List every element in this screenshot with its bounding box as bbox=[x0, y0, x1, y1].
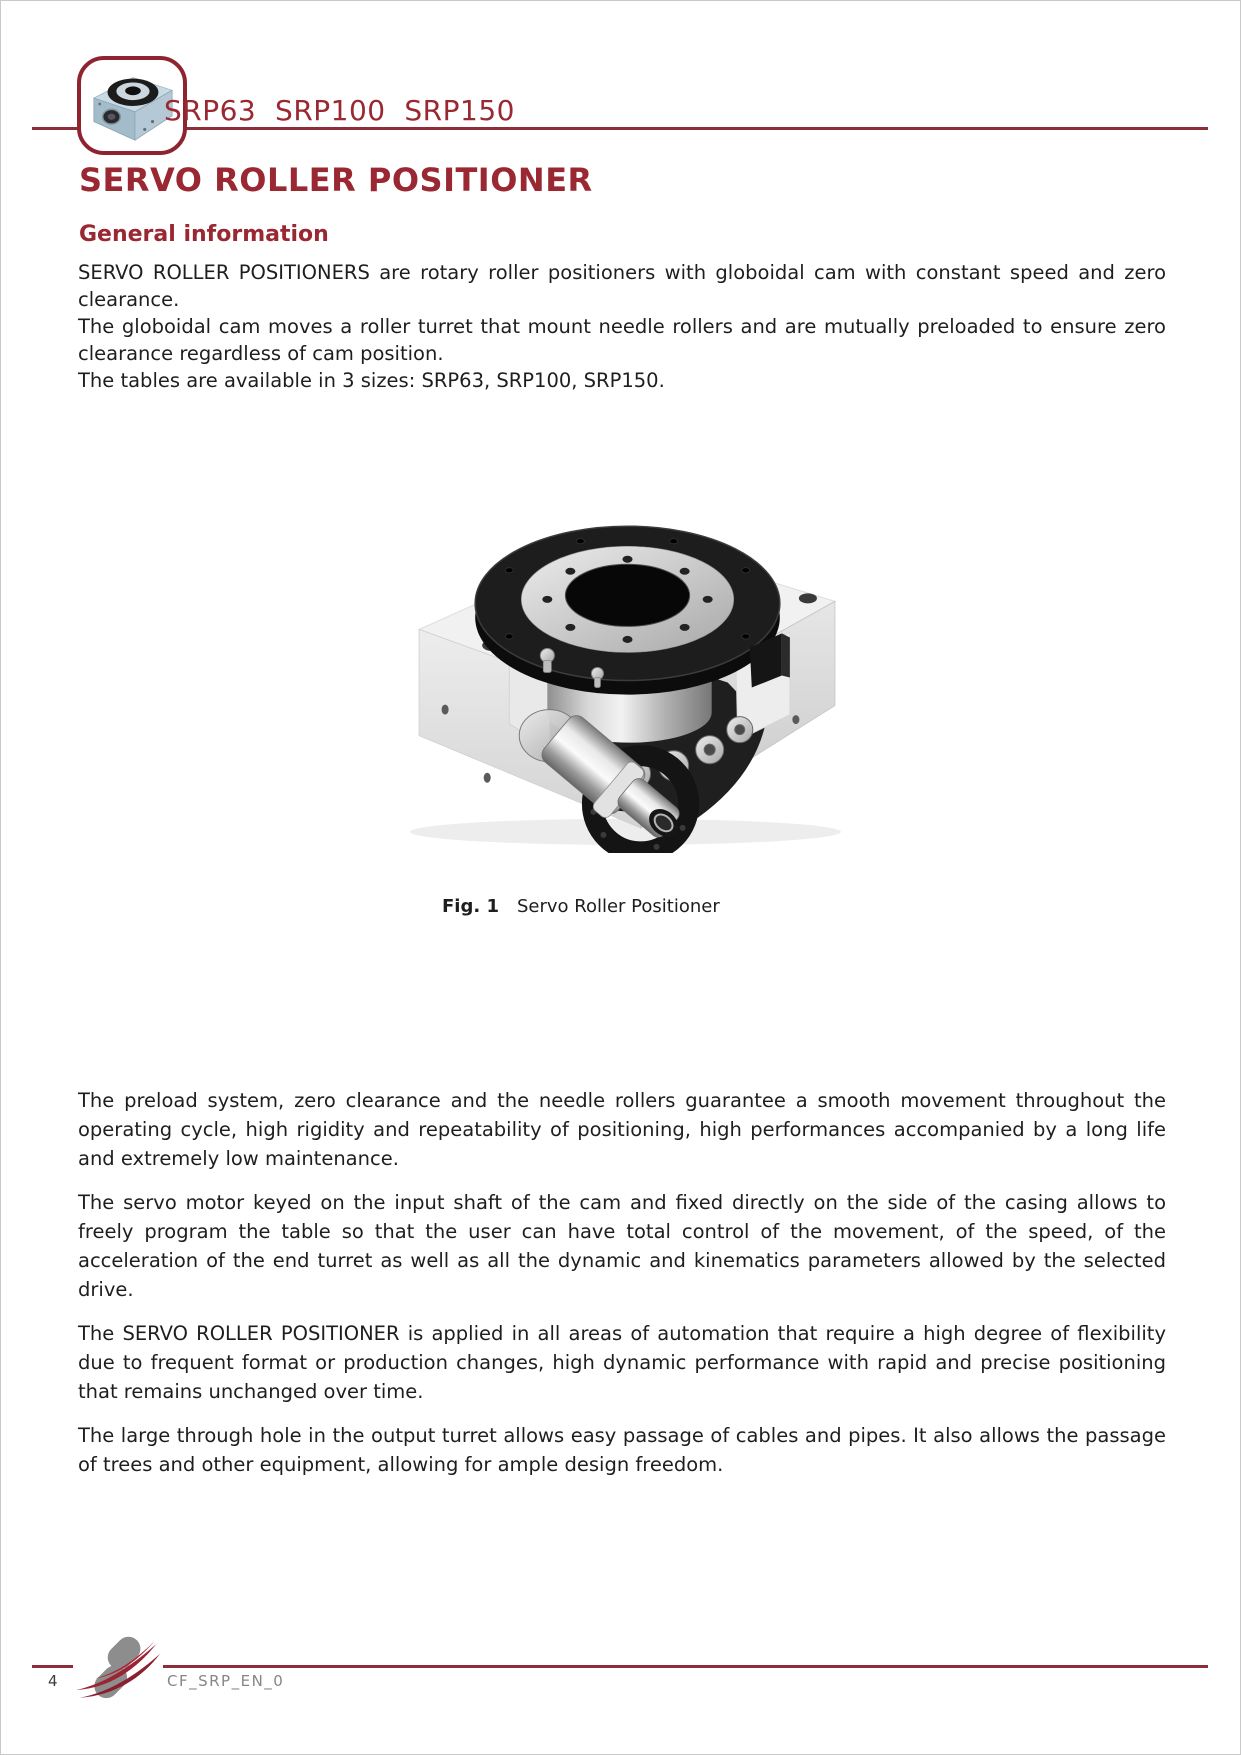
body-paragraph-1: The preload system, zero clearance and the needle rollers guarantee a smooth movement throughout the operating cycle, high rigidity and repeatability of positioning, high performances accompanied by a long life and extremely low maintenance. bbox=[78, 1089, 1166, 1170]
company-logo bbox=[73, 1631, 163, 1707]
figure-caption-text: Servo Roller Positioner bbox=[516, 896, 720, 917]
company-logo-svg bbox=[74, 1633, 162, 1705]
servo-positioner-thumbnail-svg bbox=[88, 64, 176, 144]
figure-label: Fig. 1 bbox=[442, 896, 499, 917]
page-number: 4 bbox=[48, 1672, 58, 1690]
figure-caption bbox=[442, 896, 720, 917]
body-paragraph-4: The large through hole in the output turret allows easy passage of cables and pipes. It also allows the passage of trees and other equipment, allowing for ample design freedom. bbox=[78, 1424, 1166, 1476]
header-rule bbox=[32, 127, 1208, 130]
body-paragraph-2: The servo motor keyed on the input shaft of the cam and fixed directly on the side of the casing allows to freely program the table so that the user can have total control of the movement, of the speed, of the acceleration of the end turret as well as all the dynamic and kinematics parameters allowed by the selected drive. bbox=[78, 1191, 1166, 1301]
servo-roller-positioner-cutaway-render bbox=[397, 477, 853, 853]
body-paragraph-3: The SERVO ROLLER POSITIONER is applied in all areas of automation that require a high degree of flexibility due to frequent format or production changes, high dynamic performance with rapid and precise positioning that remains unchanged over time. bbox=[78, 1322, 1166, 1403]
product-render-svg bbox=[397, 477, 853, 853]
page-title: SERVO ROLLER POSITIONER bbox=[79, 161, 593, 199]
servo-positioner-thumbnail-icon bbox=[88, 64, 176, 148]
header-model-names: SRP63 SRP100 SRP150 bbox=[164, 94, 515, 127]
intro-text-block bbox=[78, 259, 1166, 394]
section-heading: General information bbox=[79, 222, 329, 247]
footer-rule bbox=[32, 1665, 1208, 1668]
intro-paragraph-3: The tables are available in 3 sizes: SRP63, SRP100, SRP150. bbox=[78, 369, 665, 392]
intro-paragraph-2: The globoidal cam moves a roller turret that mount needle rollers and are mutually preloaded to ensure zero clearance regardless of cam position. bbox=[78, 315, 1166, 365]
document-reference: CF_SRP_EN_0 bbox=[167, 1672, 285, 1690]
intro-paragraph-1: SERVO ROLLER POSITIONERS are rotary roller positioners with globoidal cam with constant speed and zero clearance. bbox=[78, 261, 1166, 311]
body-text-block bbox=[78, 1086, 1166, 1494]
